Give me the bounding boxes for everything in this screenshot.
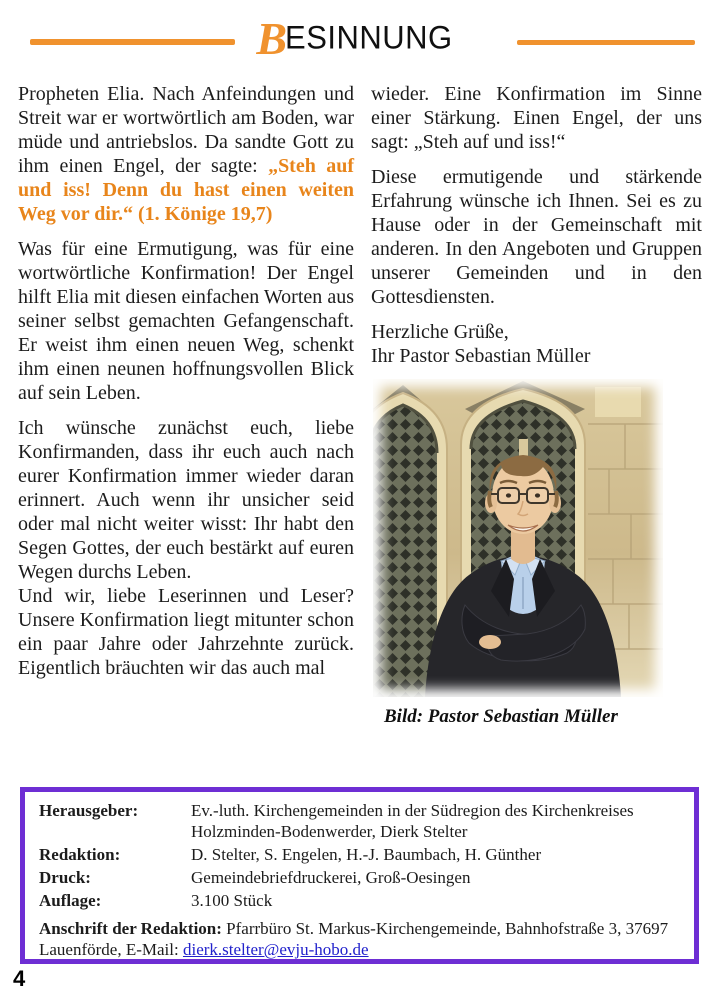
pastor-photo-illustration (373, 379, 663, 697)
bible-quote: „Steh auf und iss! Denn du hast einen weiten Weg vor dir.“ (1. Könige 19,7) (18, 155, 354, 225)
closing-line-2: Ihr Pastor Sebastian Müller (371, 345, 591, 367)
page-title-initial: B (256, 13, 286, 64)
photo-caption: Bild: Pastor Sebastian Müller (384, 706, 618, 727)
paragraph-ermutigung: Was für eine Ermutigung, was für eine wortwörtliche Konfirmation! Der Engel hilft Elia mit diesen einfachen Worten aus seiner selbst gemachten Gefangenschaft. Er weist ihm einen neuen Weg, schenkt ihm einen neunen hoffnungsvollen Blick auf sein Leben. (18, 238, 354, 404)
page-title (0, 13, 709, 64)
imprint-label-druck: Druck: (39, 868, 91, 887)
imprint-address-text: Pfarrbüro St. Markus-Kirchengemeinde, Bahnhofstraße 3, 37697 Lauenförde, E-Mail: (39, 919, 669, 959)
paragraph-konfirmanden: Ich wünsche zunächst euch, liebe Konfirmanden, dass ihr euch auch nach eurer Konfirmation immer wieder daran erinnert. Auch wenn ihr unsicher seid oder mal nicht weiter wisst: Ihr habt den Segen Gottes, der euch bestärkt auf euren Wegen durchs Leben. (18, 417, 354, 583)
page-number: 4 (13, 966, 26, 991)
closing-greeting (371, 320, 702, 368)
imprint-value-redaktion: D. Stelter, S. Engelen, H.-J. Baumbach, H. Günther (191, 845, 542, 864)
paragraph-wieder: wieder. Eine Konfirmation im Sinne einer Stärkung. Einen Engel, der uns sagt: „Steh auf und iss!“ (371, 83, 702, 153)
page-title-rest: ESINNUNG (285, 18, 453, 56)
paragraph-elia (18, 82, 354, 226)
pastor-photo (373, 379, 663, 697)
article-column-right (371, 82, 702, 729)
article-column-left (18, 82, 354, 691)
imprint-value-druck: Gemeindebriefdruckerei, Groß-Oesingen (191, 868, 471, 887)
paragraph-leserinnen: Und wir, liebe Leserinnen und Leser? Unsere Konfirmation liegt mitunter schon ein paar Jahre oder Jahrzehnte zurück. Eigentlich bräuchten wir das auch mal (18, 585, 354, 679)
imprint-grid (39, 800, 678, 911)
imprint-label-auflage: Auflage: (39, 891, 102, 910)
closing-line-1: Herzliche Grüße, (371, 321, 509, 343)
imprint-value-herausgeber: Ev.-luth. Kirchengemeinden in der Südregion des Kirchenkreises Holzminden-Bodenwerder, Dierk Stelter (191, 801, 634, 841)
imprint-address-label: Anschrift der Redaktion: (39, 919, 222, 938)
imprint-box (20, 787, 699, 964)
email-link[interactable]: dierk.stelter@evju-hobo.de (182, 940, 369, 959)
imprint-label-herausgeber: Herausgeber: (39, 801, 139, 820)
paragraph-elia-text: Propheten Elia. Nach Anfeindungen und Streit war er wortwörtlich am Boden, war müde und antriebslos. Da sandte Gott zu ihm einen Engel, der sagte: (18, 83, 354, 177)
decorative-rule-right-icon (517, 40, 695, 45)
paragraph-erfahrung: Diese ermutigende und stärkende Erfahrung wünsche ich Ihnen. Sei es zu Hause oder in der Gemeinschaft mit anderen. In den Angeboten und Gruppen unserer Gemeinden und in den Gottesdiensten. (371, 166, 702, 308)
imprint-label-redaktion: Redaktion: (39, 845, 121, 864)
imprint-address (39, 918, 678, 960)
imprint-value-auflage: 3.100 Stück (191, 891, 273, 910)
